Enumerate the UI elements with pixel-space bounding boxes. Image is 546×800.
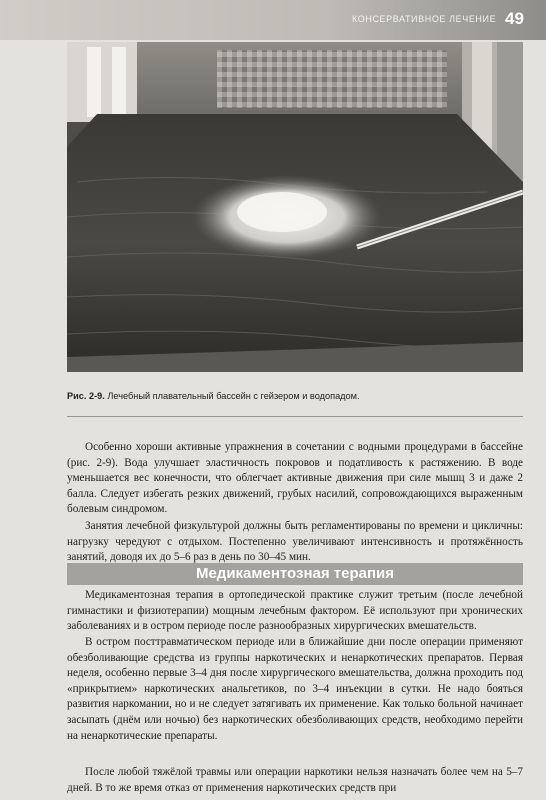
running-header bbox=[0, 0, 546, 40]
paragraph-acute-period: В остром посттравматическом периоде или в ближайшие дни после операции применяют обезболивающие средства из группы наркотических и ненаркотических препаратов. Первая неделя, особенно первые 3–4 дня после хирургического вмешательства, должна проходить под «прикрытием» наркотических анальгетиков, по 3–4 инъекции в сутки. Не надо бояться развития наркомании, но и не следует затягивать их применение. Как только больной начинает засыпать (днём или ночью) без наркотических обезболивающих средств, необходимо перейти на ненаркотические препараты. bbox=[67, 636, 523, 742]
section-heading-bar bbox=[67, 563, 523, 585]
paragraph-narcotics-duration: После любой тяжёлой травмы или операции наркотики нельзя назначать более чем на 5–7 дней. В то же время отказ от применения наркотических средств при bbox=[67, 766, 523, 794]
section-heading: Медикаментозная терапия bbox=[195, 565, 395, 582]
page-number: 49 bbox=[505, 9, 524, 28]
paragraph-aquatic-exercise: Особенно хороши активные упражнения в сочетании с водными процедурами в бассейне (рис. 2-9). Вода улучшает эластичность покровов и податливость к растяжению. В воде уменьшается вес конечности, что облегчает активные движения при силе мышц 3 и даже 2 балла. Следует избегать резких движений, грубых насилий, сопровождающихся выраженным болевым синдромом. bbox=[67, 441, 523, 516]
divider bbox=[67, 416, 523, 417]
figure-caption-text: Лечебный плавательный бассейн с гейзером и водопадом. bbox=[107, 391, 360, 401]
paragraph-exercise-schedule: Занятия лечебной физкультурой должны быть регламентированы по времени и цикличны: нагрузку чередуют с отдыхом. Постепенно увеличивают интенсивность и протяжённость занятий, доводя их до 5–6 раз в день по 30–45 мин. bbox=[67, 520, 523, 564]
running-header-title: КОНСЕРВАТИВНОЕ ЛЕЧЕНИЕ bbox=[352, 14, 497, 24]
pool-photo bbox=[67, 42, 523, 372]
paragraph-drug-therapy-intro: Медикаментозная терапия в ортопедической практике служит третьим (после лечебной гимнастики и физиотерапии) мощным лечебным фактором. Её используют при хронических заболеваниях и в остром периоде после разнообразных хирургических вмешательств. bbox=[67, 589, 523, 633]
figure-caption bbox=[67, 391, 527, 401]
figure-label: Рис. 2-9. bbox=[67, 391, 105, 401]
